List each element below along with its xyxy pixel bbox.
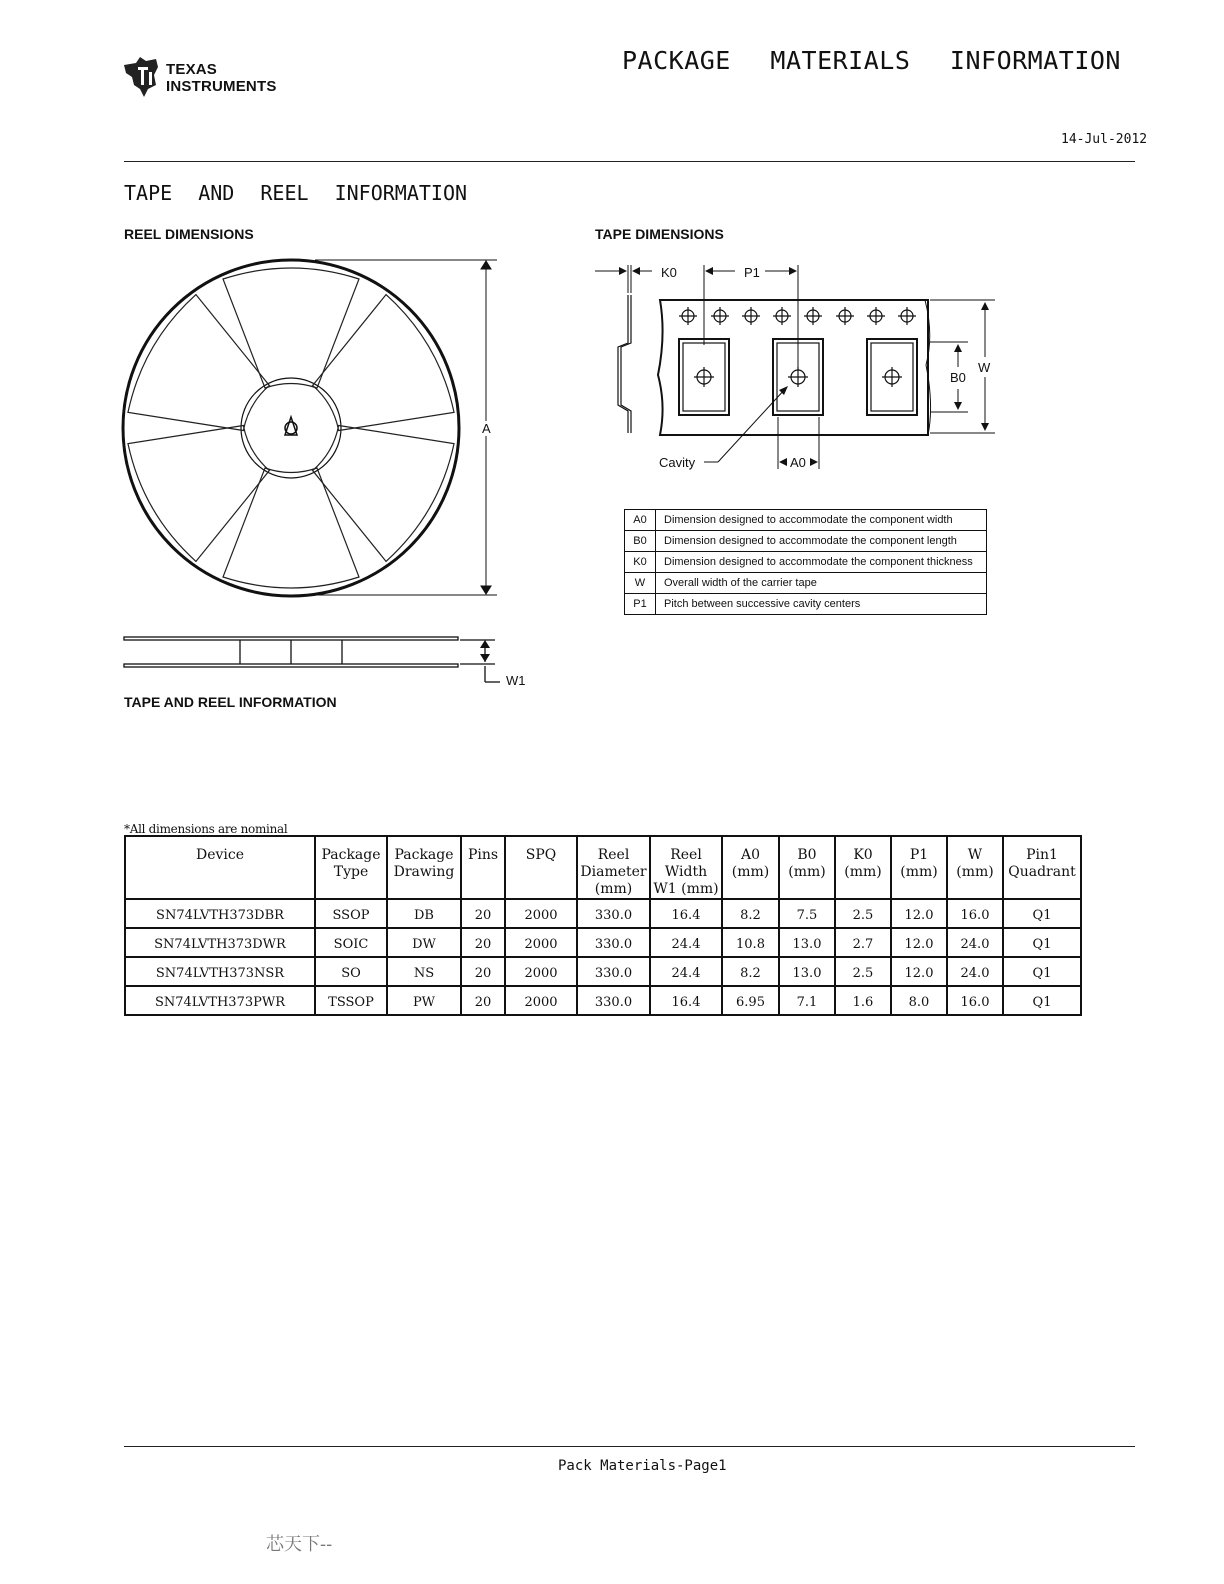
table-row — [125, 986, 1081, 1015]
column-header-line: (mm) — [594, 881, 633, 897]
footer-divider — [124, 1446, 1135, 1447]
legend-code: B0 — [625, 531, 656, 552]
ti-logo-icon — [122, 55, 166, 99]
column-header-line: Pin1 — [1026, 847, 1058, 863]
column-header — [722, 836, 779, 899]
reel-label-w1: W1 — [506, 673, 526, 688]
column-header-line: K0 — [853, 847, 873, 863]
legend-row — [625, 552, 987, 573]
table-cell: SSOP — [315, 899, 387, 928]
column-header-line: Reel — [670, 847, 702, 863]
table-cell: DW — [387, 928, 461, 957]
column-header — [650, 836, 722, 899]
legend-row — [625, 510, 987, 531]
legend-desc: Dimension designed to accommodate the component length — [656, 531, 987, 552]
column-header-line: P1 — [909, 847, 929, 863]
table-cell: SN74LVTH373NSR — [125, 957, 315, 986]
column-header-line: (mm) — [956, 864, 994, 880]
logo-wordmark — [166, 61, 277, 95]
table-cell: Q1 — [1003, 986, 1081, 1015]
table-row — [125, 928, 1081, 957]
legend-desc: Dimension designed to accommodate the component thickness — [656, 552, 987, 573]
tape-dimensions-heading: TAPE DIMENSIONS — [595, 226, 724, 242]
table-row — [125, 957, 1081, 986]
table-cell: 330.0 — [577, 928, 650, 957]
legend-row — [625, 573, 987, 594]
table-cell: 2000 — [505, 928, 577, 957]
tape-label-cavity: Cavity — [659, 455, 696, 470]
table-cell: 7.1 — [779, 986, 835, 1015]
column-header-line: (mm) — [844, 864, 882, 880]
tape-label-k0: K0 — [661, 265, 677, 280]
tape-label-p1: P1 — [744, 265, 760, 280]
column-header-line: (mm) — [731, 864, 770, 880]
table-cell: 1.6 — [835, 986, 891, 1015]
table-cell: 24.0 — [947, 928, 1003, 957]
column-header-line: (mm) — [900, 864, 938, 880]
table-cell: 20 — [461, 928, 505, 957]
table-cell: TSSOP — [315, 986, 387, 1015]
table-cell: 7.5 — [779, 899, 835, 928]
column-header-line: SPQ — [525, 847, 557, 863]
column-header-line: W — [967, 847, 983, 863]
table-cell: 16.4 — [650, 986, 722, 1015]
column-header — [315, 836, 387, 899]
table-cell: Q1 — [1003, 899, 1081, 928]
table-header-row — [125, 836, 1081, 899]
reel-label-a: A — [482, 421, 491, 436]
legend-code: P1 — [625, 594, 656, 615]
column-header — [387, 836, 461, 899]
column-header — [779, 836, 835, 899]
column-header-line: Width — [664, 864, 708, 880]
tape-label-b0: B0 — [950, 370, 966, 385]
legend-row — [625, 594, 987, 615]
table-cell: 20 — [461, 957, 505, 986]
table-cell: 8.2 — [722, 957, 779, 986]
logo-line2: INSTRUMENTS — [166, 78, 277, 95]
legend-row — [625, 531, 987, 552]
tape-diagram — [590, 255, 1010, 485]
legend-desc: Dimension designed to accommodate the component width — [656, 510, 987, 531]
column-header-line: W1 (mm) — [653, 881, 719, 897]
table-cell: NS — [387, 957, 461, 986]
table-cell: 330.0 — [577, 957, 650, 986]
watermark-text: 芯天下-- — [266, 1534, 333, 1555]
reel-diagram — [115, 255, 545, 695]
table-cell: 330.0 — [577, 899, 650, 928]
tape-reel-table — [124, 835, 1082, 1016]
column-header-line: Package — [394, 847, 454, 863]
legend-desc: Overall width of the carrier tape — [656, 573, 987, 594]
column-header — [1003, 836, 1081, 899]
column-header — [947, 836, 1003, 899]
column-header-line: Quadrant — [1008, 864, 1076, 880]
column-header-line: Pins — [467, 847, 499, 863]
legend-code: K0 — [625, 552, 656, 573]
table-cell: 12.0 — [891, 957, 947, 986]
column-header-line: Device — [195, 847, 245, 863]
table-cell: 16.4 — [650, 899, 722, 928]
column-header-line: Reel — [597, 847, 630, 863]
legend-code: W — [625, 573, 656, 594]
table-cell: 2000 — [505, 899, 577, 928]
table-cell: 16.0 — [947, 899, 1003, 928]
table-cell: 16.0 — [947, 986, 1003, 1015]
legend-code: A0 — [625, 510, 656, 531]
table-cell: 12.0 — [891, 928, 947, 957]
column-header-line: Package — [321, 847, 381, 863]
dimensions-note: *All dimensions are nominal — [124, 822, 288, 836]
table-cell: Q1 — [1003, 928, 1081, 957]
table-cell: 20 — [461, 986, 505, 1015]
table-cell: 10.8 — [722, 928, 779, 957]
tape-label-a0: A0 — [790, 455, 806, 470]
column-header-line: (mm) — [788, 864, 826, 880]
table-cell: SOIC — [315, 928, 387, 957]
table-cell: 13.0 — [779, 928, 835, 957]
table-cell: 2.5 — [835, 899, 891, 928]
legend-desc: Pitch between successive cavity centers — [656, 594, 987, 615]
table-row — [125, 899, 1081, 928]
table-cell: 24.4 — [650, 957, 722, 986]
header-divider — [124, 161, 1135, 162]
table-cell: 2000 — [505, 986, 577, 1015]
tape-reel-info-heading: TAPE AND REEL INFORMATION — [124, 694, 337, 710]
table-cell: 330.0 — [577, 986, 650, 1015]
table-cell: 20 — [461, 899, 505, 928]
table-cell: 8.0 — [891, 986, 947, 1015]
column-header-line: Type — [333, 864, 369, 880]
column-header — [891, 836, 947, 899]
table-cell: 2.5 — [835, 957, 891, 986]
footer-page-label: Pack Materials-Page1 — [558, 1458, 727, 1474]
table-cell: SN74LVTH373DWR — [125, 928, 315, 957]
tape-legend-table — [624, 509, 987, 615]
column-header-line: A0 — [740, 847, 761, 863]
page-title: PACKAGE MATERIALS INFORMATION — [622, 46, 1121, 75]
column-header — [505, 836, 577, 899]
column-header — [461, 836, 505, 899]
logo-line1: TEXAS — [166, 61, 218, 78]
column-header-line: Drawing — [393, 864, 455, 880]
table-cell: 24.0 — [947, 957, 1003, 986]
column-header — [125, 836, 315, 899]
reel-side-view — [120, 632, 510, 692]
table-cell: SN74LVTH373DBR — [125, 899, 315, 928]
tape-label-w: W — [978, 360, 991, 375]
page-date: 14-Jul-2012 — [1061, 132, 1148, 147]
table-cell: SO — [315, 957, 387, 986]
table-cell: 8.2 — [722, 899, 779, 928]
table-cell: DB — [387, 899, 461, 928]
table-cell: 2000 — [505, 957, 577, 986]
column-header — [577, 836, 650, 899]
table-cell: 13.0 — [779, 957, 835, 986]
column-header-line: Diameter — [580, 864, 647, 880]
table-cell: 12.0 — [891, 899, 947, 928]
table-cell: 6.95 — [722, 986, 779, 1015]
table-cell: PW — [387, 986, 461, 1015]
table-cell: SN74LVTH373PWR — [125, 986, 315, 1015]
column-header-line: B0 — [797, 847, 817, 863]
table-cell: 2.7 — [835, 928, 891, 957]
column-header — [835, 836, 891, 899]
table-cell: Q1 — [1003, 957, 1081, 986]
reel-dimensions-heading: REEL DIMENSIONS — [124, 226, 254, 242]
table-cell: 24.4 — [650, 928, 722, 957]
section-title: TAPE AND REEL INFORMATION — [124, 181, 468, 205]
